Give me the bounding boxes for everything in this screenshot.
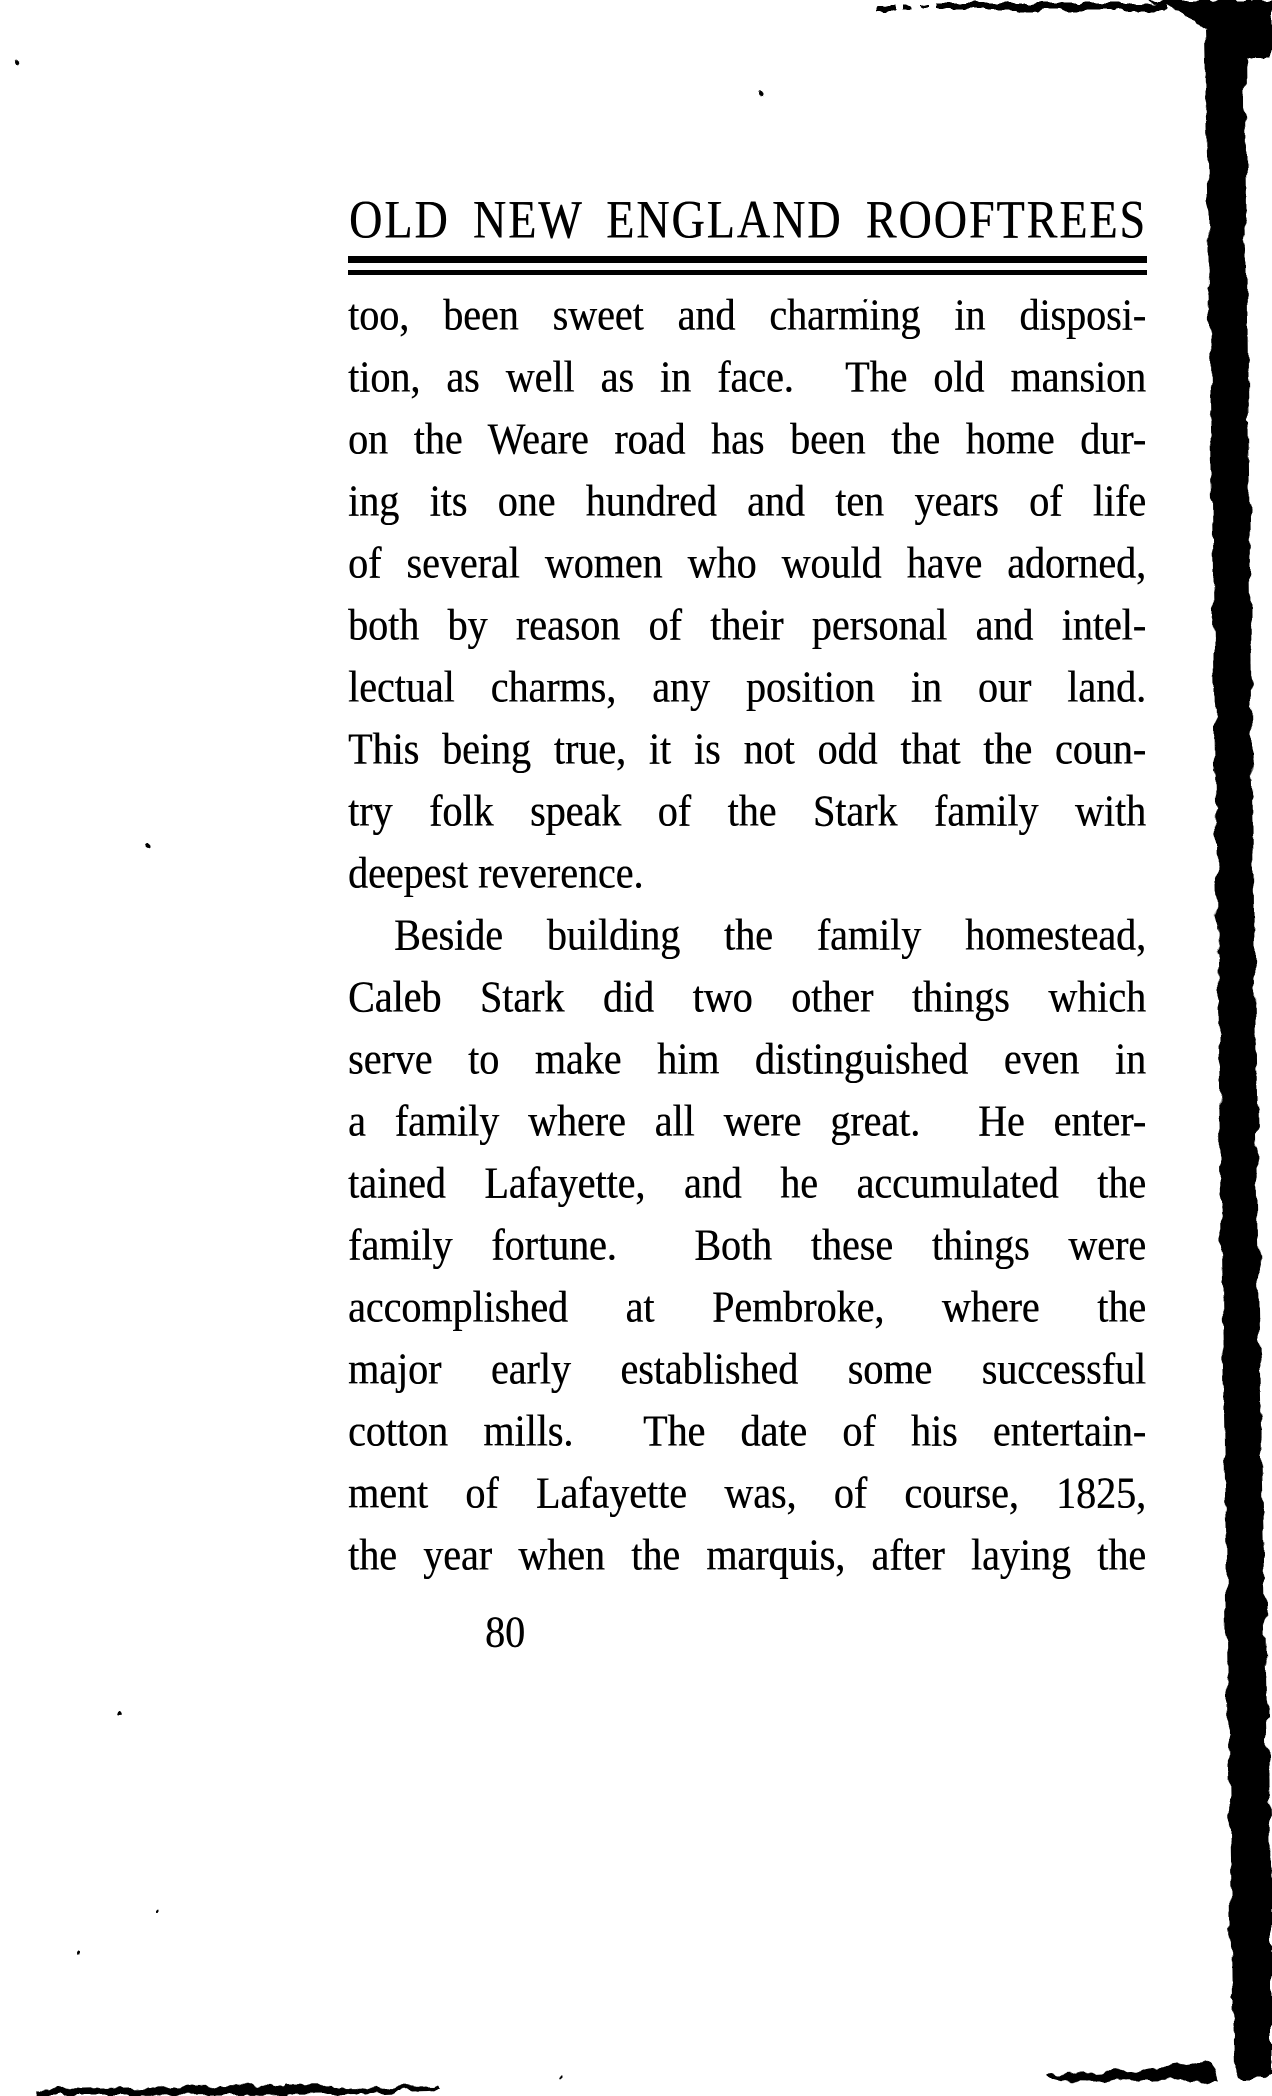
text-line: tion, as well as in face. The old mansion [348, 351, 1146, 402]
text-line: both by reason of their personal and intel- [348, 599, 1146, 650]
text-line: Caleb Stark did two other things which [348, 971, 1146, 1022]
text-line: ing its one hundred and ten years of life [348, 475, 1146, 526]
page-number: 80 [485, 1606, 525, 1657]
text-line: serve to make him distinguished even in [348, 1033, 1146, 1084]
scan-speck [560, 2076, 563, 2079]
scan-top-dash [878, 5, 894, 9]
text-line: This being true, it is not odd that the coun- [348, 723, 1146, 774]
scan-right-band-foot [1260, 1895, 1272, 2074]
scan-bottom-left-line [34, 2085, 438, 2095]
scan-speck [77, 1952, 81, 1956]
scan-top-dash [902, 5, 912, 9]
body-text [348, 284, 1146, 1586]
text-line: too, been sweet and charming in disposi- [348, 289, 1146, 340]
text-line: accomplished at Pembroke, where the [348, 1281, 1146, 1332]
header-rule-bottom [348, 270, 1147, 275]
text-line: major early established some successful [348, 1343, 1146, 1394]
scan-top-line [936, 3, 1166, 10]
scan-speck [14, 59, 18, 63]
text-line: ment of Lafayette was, of course, 1825, [348, 1467, 1146, 1518]
text-line: a family where all were great. He enter- [348, 1095, 1146, 1146]
scan-speck [146, 843, 151, 848]
text-line: family fortune. Both these things were [348, 1219, 1146, 1270]
scan-speck [156, 1909, 160, 1913]
text-line: lectual charms, any position in our land. [348, 661, 1146, 712]
scan-top-dash [921, 6, 929, 9]
text-line: the year when the marquis, after laying the [348, 1529, 1146, 1580]
text-line: Beside building the family homestead, [394, 909, 1146, 960]
header-rule-top [348, 256, 1147, 263]
scan-right-band [1205, 30, 1272, 2078]
scan-bottom-tail [1046, 2062, 1220, 2081]
text-line: deepest reverence. [348, 847, 644, 898]
text-line: of several women who would have adorned, [348, 537, 1146, 588]
text-line: cotton mills. The date of his entertain- [348, 1405, 1146, 1456]
text-line: try folk speak of the Stark family with [348, 785, 1146, 836]
scan-speck [760, 94, 764, 98]
text-line: tained Lafayette, and he accumulated the [348, 1157, 1146, 1208]
text-line: on the Weare road has been the home dur- [348, 413, 1146, 464]
running-head: OLD NEW ENGLAND ROOFTREES [349, 189, 1147, 250]
scan-speck [118, 1711, 122, 1715]
